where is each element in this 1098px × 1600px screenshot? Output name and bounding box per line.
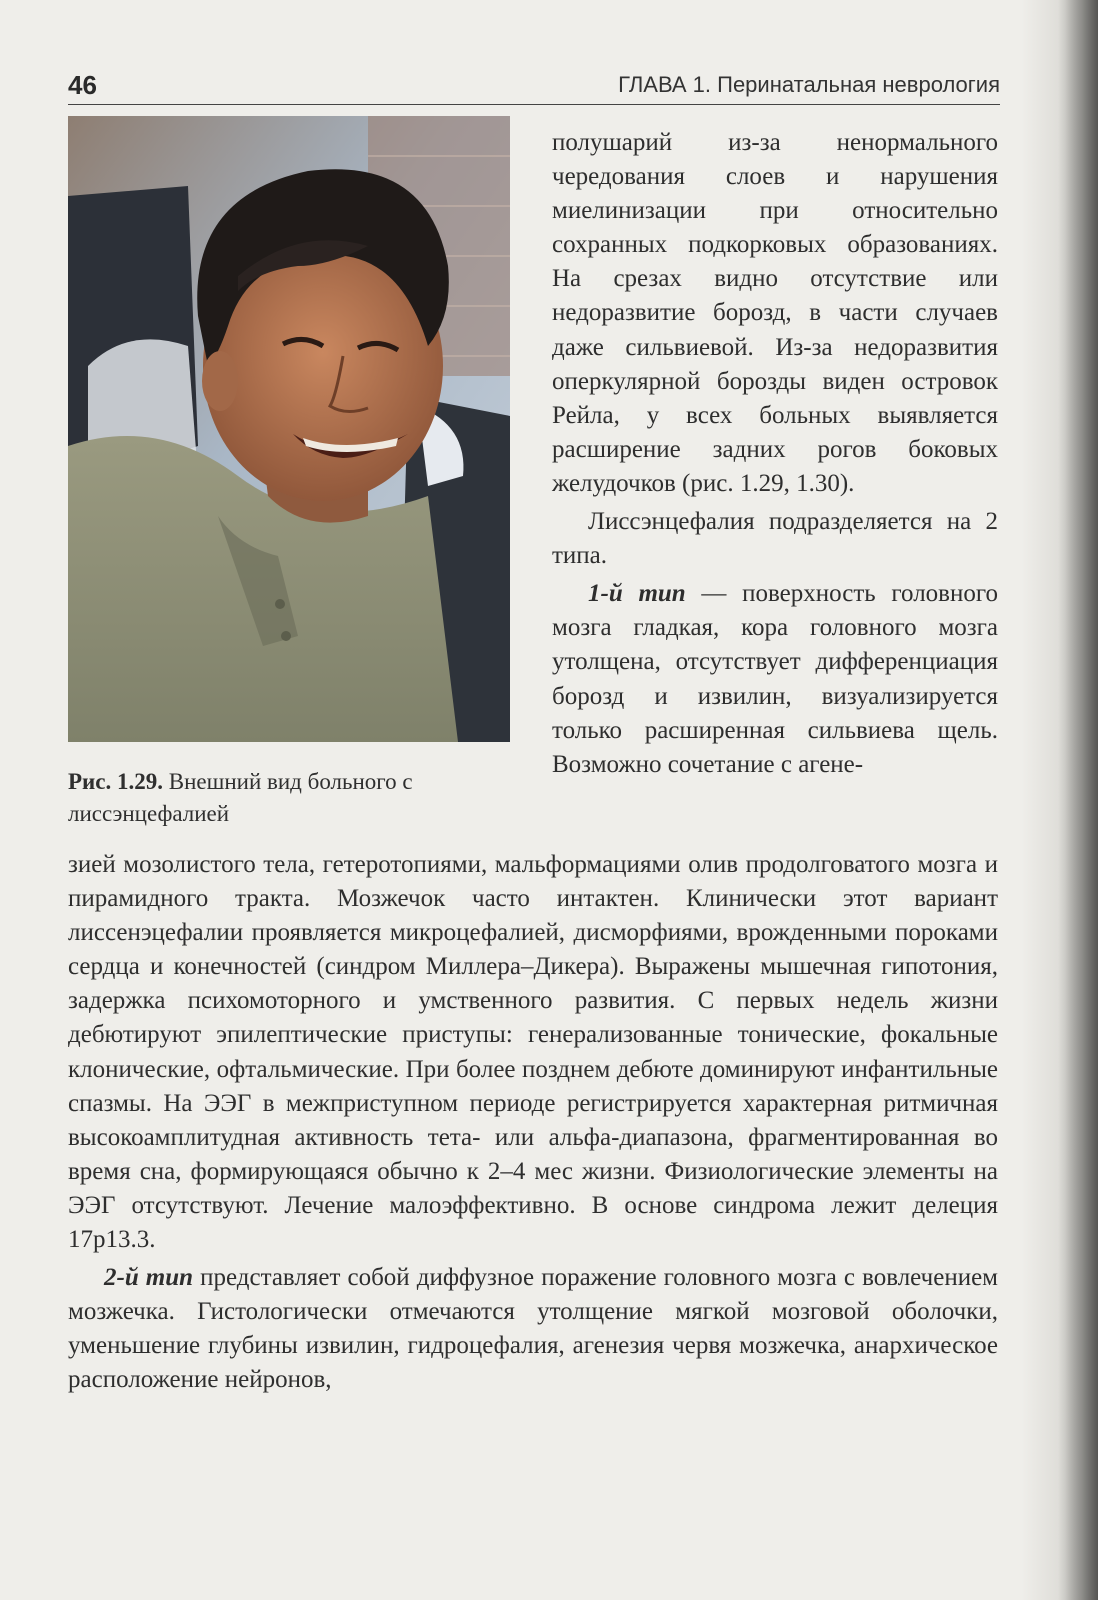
- figure-label: Рис. 1.29.: [68, 769, 164, 794]
- type-1-text: — поверхность головного мозга гладкая, кора головного мозга утолщена, отсутствует дифференциация борозд и извилин, визуализируется только расширенная сильвиева щель. Возможно сочетание с агене-: [552, 580, 998, 778]
- paragraph: Лиссэнцефалия подразделяется на 2 типа.: [552, 508, 998, 570]
- page-number: 46: [68, 70, 97, 100]
- paragraph: полушарий из-за ненормального чередования слоев и нарушения миелинизации при относительно сохранных подкорковых образованиях. На срезах видно отсутствие или недоразвитие борозд, в части случаев даже сильвиевой. Из-за недоразвития оперкулярной борозды виден островок Рейла, у всех больных выявляется расширение задних рогов боковых желудочков (рис. 1.29, 1.30).: [552, 129, 998, 497]
- page-gutter-shadow: [1058, 0, 1098, 1600]
- header-rule: [68, 104, 1000, 105]
- paragraph-type-2: [68, 1261, 998, 1397]
- full-width-text: [68, 848, 998, 1398]
- running-title: ГЛАВА 1. Перинатальная неврология: [618, 72, 1000, 97]
- type-2-text: представляет собой диффузное поражение головного мозга с вовлечением мозжечка. Гистологически отмечаются утолщение мягкой мозговой оболочки, уменьшение глубины извилин, гидроцефалия, агенезия червя мозжечка, анархическое расположение нейронов,: [68, 1264, 998, 1394]
- right-column-text: [552, 126, 998, 782]
- type-2-term: 2-й тип: [104, 1264, 194, 1292]
- patient-photo-illustration: [68, 116, 510, 742]
- figure-caption-text: Внешний вид больного с лиссэнцефалией: [68, 769, 413, 826]
- figure-caption: [68, 766, 516, 830]
- patient-photo: [68, 116, 510, 742]
- paragraph: зией мозолистого тела, гетеротопиями, мальформациями олив продолговатого мозга и пирамидного тракта. Мозжечок часто интактен. Клинически этот вариант лиссенэцефалии проявляется микроцефалией, дисморфиями, врожденными пороками сердца и конечностей (синдром Миллера–Дикера). Выражены мышечная гипотония, задержка психомоторного и умственного развития. С первых недель жизни дебютируют эпилептические приступы: генерализованные тонические, фокальные клонические, офтальмические. При более позднем дебюте доминируют инфантильные спазмы. На ЭЭГ в межприступном периоде регистрируется характерная ритмичная высокоамплитудная активность тета- или альфа-диапазона, фрагментированная во время сна, формирующаяся обычно к 2–4 мес жизни. Физиологические элементы на ЭЭГ отсутствуют. Лечение малоэффективно. В основе синдрома лежит делеция 17p13.3.: [68, 851, 998, 1254]
- type-1-term: 1-й тип: [588, 580, 686, 608]
- paragraph-type-1: [552, 577, 998, 782]
